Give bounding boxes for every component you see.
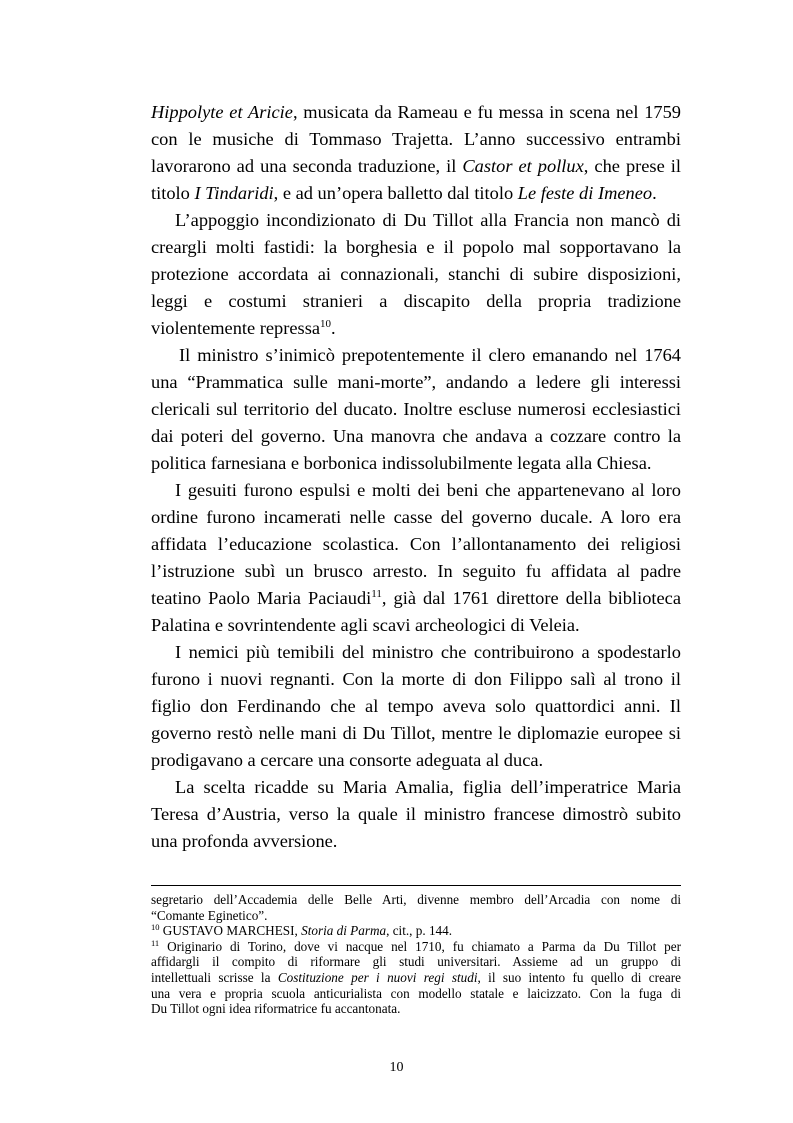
text-line: una “Prammatica sulle mani-morte”, andando a ledere gli interessi: [151, 372, 681, 392]
text-line: lavorarono ad una seconda traduzione, il Castor et pollux, che prese il: [151, 156, 682, 176]
footnote-line: segretario dell’Accademia delle Belle Arti, divenne membro dell’Arcadia con nome di: [151, 892, 681, 907]
text-line: ordine furono incamerati nelle casse del governo ducale. A loro era: [151, 507, 681, 527]
paragraph-4: [151, 477, 681, 639]
footnote-line: Du Tillot ogni idea riformatrice fu accantonata.: [151, 1001, 401, 1017]
text-line: titolo I Tindaridi, e ad un’opera balletto dal titolo Le feste di Imeneo.: [151, 183, 657, 203]
text-line: creargli molti fastidi: la borghesia e il popolo mal sopportavano la: [151, 237, 681, 257]
paragraph-2: [151, 207, 681, 342]
text-line: leggi e costumi stranieri a discapito della propria tradizione: [151, 291, 681, 311]
text-line: politica farnesiana e borbonica indissolubilmente legata alla Chiesa.: [151, 453, 652, 473]
footnotes: [151, 892, 681, 1017]
text-line: con le musiche di Tommaso Trajetta. L’anno successivo entrambi: [151, 129, 681, 149]
text-line: l’istruzione subì un brusco arresto. In seguito fu affidata al padre: [151, 561, 681, 581]
text-line: affidata l’educazione scolastica. Con l’allontanamento dei religiosi: [151, 534, 681, 554]
footnote-ref-11[interactable]: 11: [371, 588, 382, 600]
footnote-line: una vera e propria scuola anticurialista con modello statale e laicizzato. Con la fuga di: [151, 985, 681, 1001]
text-line: L’appoggio incondizionato di Du Tillot alla Francia non mancò di: [175, 210, 681, 230]
text-line: prodigavano a cercare una consorte adeguata al duca.: [151, 750, 544, 770]
text-line: Il ministro s’inimicò prepotentemente il clero emanando nel 1764: [179, 345, 681, 365]
footnote-ref-10[interactable]: 10: [320, 318, 332, 330]
footnote-11: $^{11}$ Originario di Torino, dove vi nacque nel 1710, fu chiamato a Parma da Du Tillot per: [151, 937, 681, 954]
text-line: Teresa d’Austria, verso la quale il ministro francese dimostrò subito: [151, 804, 681, 824]
footnote-separator: [151, 885, 681, 886]
text-line: protezione accordata ai connazionali, stanchi di subire disposizioni,: [151, 264, 681, 284]
text-line: una profonda avversione.: [151, 831, 338, 851]
paragraph-5: [151, 639, 681, 774]
text-line: Hippolyte et Aricie, musicata da Rameau e fu messa in scena nel 1759: [151, 102, 682, 122]
paragraph-1: [151, 99, 681, 207]
footnote-line: affidargli il compito di riformare gli studi universitari. Assieme ad un gruppo di: [151, 954, 681, 970]
paragraph-3: [151, 342, 681, 477]
footnote-line: “Comante Eginetico”.: [151, 907, 268, 923]
text-line: furono i nuovi regnanti. Con la morte di don Filippo salì al trono il: [151, 669, 681, 689]
page-number: 10: [389, 1060, 404, 1075]
text-line: I nemici più temibili del ministro che contribuirono a spodestarlo: [175, 642, 681, 662]
text-line: clericali sul territorio del ducato. Inoltre escluse numerosi ecclesiastici: [151, 399, 681, 419]
text-line: governo restò nelle mani di Du Tillot, mentre le diplomazie europee si: [151, 723, 681, 743]
text-line: dai poteri del governo. Una manovra che andava a cozzare contro la: [151, 426, 681, 446]
text-line: I gesuiti furono espulsi e molti dei beni che appartenevano al loro: [175, 480, 681, 500]
footnote-10: $^{10}$ GUSTAVO MARCHESI, Storia di Parma, cit., p. 144.: [151, 922, 453, 939]
text-line: violentemente repressa$^{10}$.: [151, 318, 336, 338]
text-line: figlio don Ferdinando che al tempo aveva solo quattordici anni. Il: [151, 696, 681, 716]
text-line: teatino Paolo Maria Paciaudi$^{11}$, già dal 1761 direttore della biblioteca: [151, 588, 681, 608]
text-line: La scelta ricadde su Maria Amalia, figlia dell’imperatrice Maria: [175, 777, 681, 797]
footnote-line: intellettuali scrisse la Costituzione per i nuovi regi studi, il suo intento fu quello di creare: [151, 969, 681, 985]
paragraph-6: [151, 774, 681, 855]
text-line: Palatina e sovrintendente agli scavi archeologici di Veleia.: [151, 615, 580, 635]
